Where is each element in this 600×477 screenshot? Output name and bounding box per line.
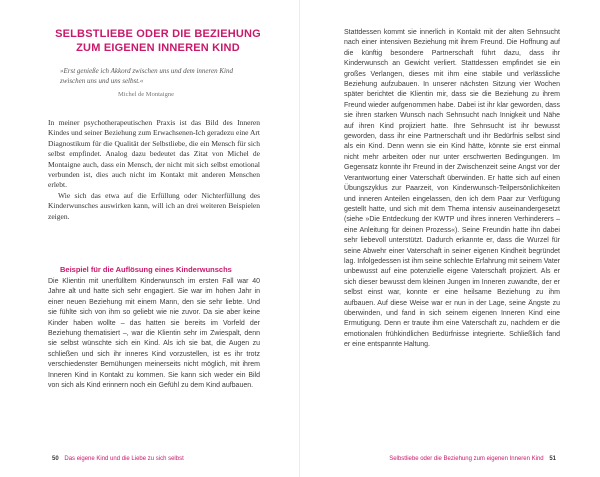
page-number-right: 51 — [549, 456, 556, 462]
running-footer-left: Das eigene Kind und die Liebe zu sich selbst — [64, 456, 184, 462]
running-footer-right: Selbstliebe oder die Beziehung zum eigenen Inneren Kind — [389, 456, 544, 462]
right-page — [300, 0, 600, 477]
right-footer — [389, 456, 560, 462]
epigraph-quote: »Erst genieße ich Akkord zwischen uns und dem inneren Kind zwischen uns und uns selbst.« — [60, 67, 233, 85]
right-paragraph: Stattdessen kommt sie innerlich in Kontakt mit der alten Sehnsucht nach einer intensiven Beziehung mit ihrem Freund. Die Hoffnung auf die künftig besondere Partnerschaft führt dazu, dass ihr Kinderwunsch an Gewicht verliert. Stattdessen empfindet sie ein großes Verlangen, dieses mit ihm eine stabile und verlässliche Beziehung aufzubauen. In unserer nächsten Sitzung vier Wochen später berichtet die Klientin mir, dass sie die Beziehung zu ihrem Freund wieder aufgenommen habe. Dabei ist ihr klar geworden, dass sie ihren starken Wunsch nach Sehnsucht nach Innigkeit und Nähe auf ihren Kind projiziert hatte. Ihre Sehnsucht ist ihr bewusst geworden, dass ihr eine Partnerschaft und ihr Bedürfnis selbst sind als ein Kind. Denn wenn sie ein Kind hätte, könnte sie erst einmal nicht mehr arbeiten oder nur unter erschwerten Bedingungen. Im Gegensatz konnte ihr Freund in der Zwischenzeit seine Angst vor der Verantwortung einer Vaterschaft überwinden. Er hatte sich auf einen Übungszyklus zur Paarzeit, von Kinderwunsch-Teilpersönlichkeiten und inneren Anteilen eingelassen, den ich dem Paar zur Verfügung gestellt hatte, und sich mit dem Thema intensiv auseinandergesetzt (siehe »Die Entdeckung der KWTP und ihres inneren Verhinderers – eine Anleitung für deinen Prozess«). Seine Freundin hatte ihn dabei sehr liebevoll unterstützt. Dadurch erkannte er, dass die Wurzel für seine Abwehr einer Vaterschaft in seiner eigenen Kindheit begründet lag. Infolgedessen ist ihm seine schlechte Erfahrung mit seinem Vater unbewusst auf eine potenzielle eigene Vaterschaft projiziert. Als er sich dieser bewusst dem kleinen Jungen im Inneren zuwandte, der er selbst einst war, konnte er eine heilsame Beziehung zu ihm aufbauen. Auf diese Weise war er nun in der Lage, seine Ängste zu überwinden, und fand in sich seinem eigenen Inneren Kind eine Ermutigung. Denn er traute ihm eine Vaterschaft zu, nachdem er die emotionalen frühkindlichen Bedürfnisse integrierte. Schließlich fand er eine entspannte Haltung. — [344, 29, 560, 349]
page-number-left: 50 — [52, 456, 59, 462]
intro-text — [48, 118, 260, 222]
example-paragraph: Die Klientin mit unerfülltem Kinderwunsch im ersten Fall war 40 Jahre alt und hatte sich sehr engagiert. Sie war im hohen Jahr in einer neuen Beziehung mit einem Mann, den sie sehr liebte. Und sie fühlte sich von ihm so geliebt wie nie zuvor. Da sie aber keine Kinder haben wollte – das hatten sie bereits im Vorfeld der Beziehung thematisiert –, war die Klientin sehr im Zwiespalt, denn sie selbst wünschte sich ein Kind. Als ich sie bat, die Augen zu schließen und sich ihr inneres Kind vorzustellen, ist es ihr trotz verschiedenster Bemühungen meinerseits nicht möglich, mit ihrem Inneren Kind in Kontakt zu kommen. Sie kann sich weder ein Bild von sich als Kind erinnern noch ein Gefühl zu dem Kind aufbauen. — [48, 278, 260, 390]
example-subheading: Beispiel für die Auflösung eines Kinderwunschs — [60, 265, 232, 274]
intro-paragraph-1: In meiner psychotherapeutischen Praxis ist das Bild des Inneren Kindes und seiner Beziehung zum Erwachsenen-Ich geradezu eine Art Diagnostikum für die Qualität der Selbstliebe, die ein Mensch für sich selbst empfindet. Analog dazu bedeutet das Zitat von Michel de Montaigne auch, dass ein Mensch, der nicht mit sich selbst emotional verbunden ist, dies auch nicht im Kontakt mit anderen Menschen erlebt. — [48, 118, 260, 190]
right-body-text — [344, 28, 560, 351]
intro-paragraph-2: Wie sich das etwa auf die Erfüllung oder Nichterfüllung des Kinderwunsches auswirken kann, will ich an drei weiteren Beispielen zeigen. — [48, 190, 260, 221]
chapter-title: SELBSTLIEBE ODER DIE BEZIEHUNG ZUM EIGENEN INNEREN KIND — [55, 28, 261, 54]
example-body-text — [48, 277, 260, 391]
left-footer — [48, 456, 184, 462]
epigraph-author: Michel de Montaigne — [118, 91, 174, 98]
